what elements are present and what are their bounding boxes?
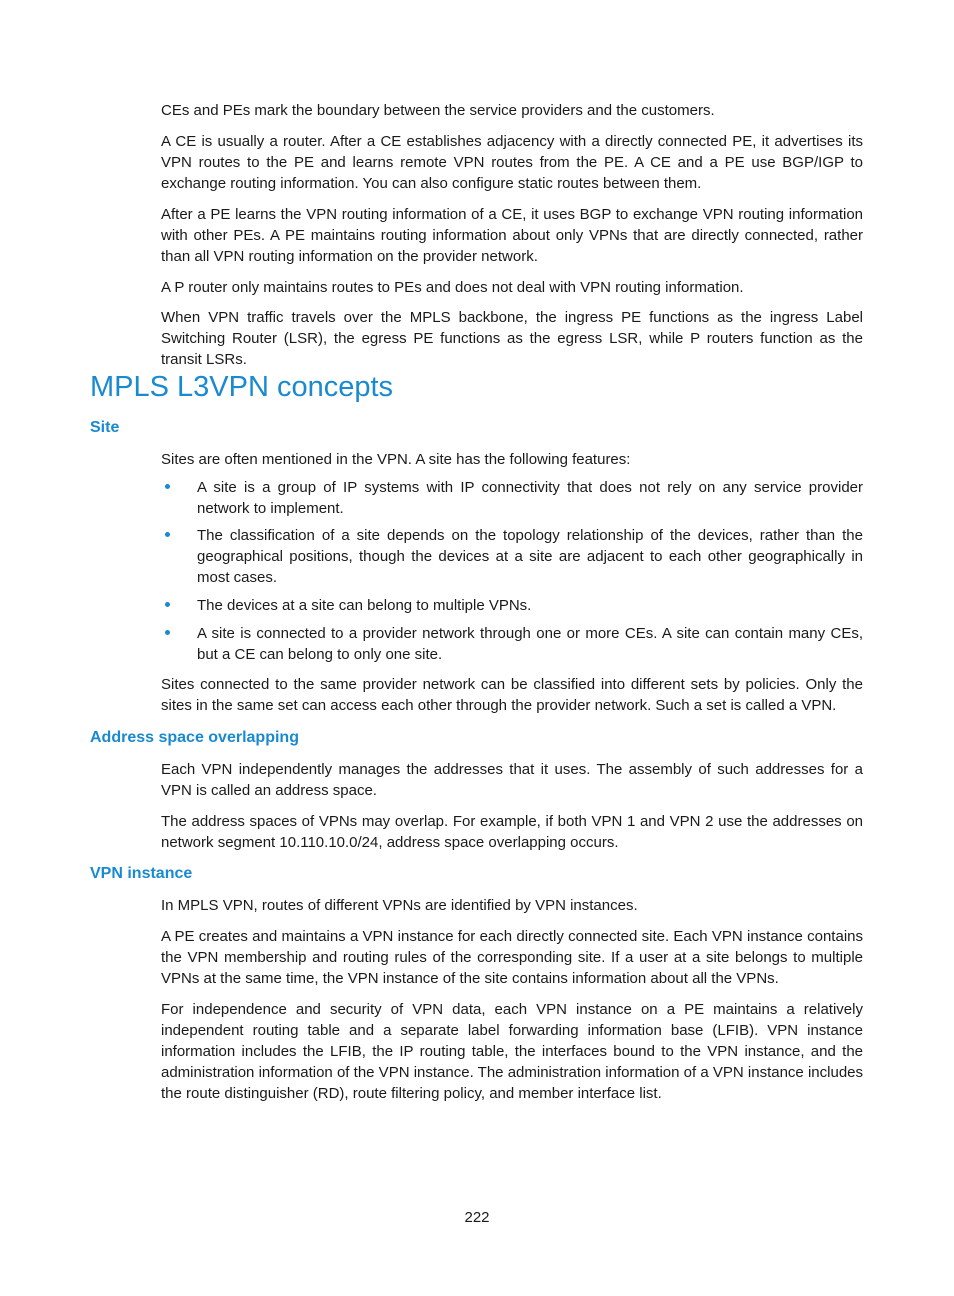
vpn-instance-heading: VPN instance bbox=[90, 865, 193, 882]
intro-paragraph-4: A P router only maintains routes to PEs and does not deal with VPN routing information. bbox=[161, 279, 744, 296]
intro-paragraph-2: A CE is usually a router. After a CE establishes adjacency with a directly connected PE, it advertises its VPN routes to the PE and learns remote VPN routes from the PE. A CE and a PE use BGP/IGP to exchange routing information. You can also configure static routes between them. bbox=[161, 133, 863, 192]
list-item-text: The devices at a site can belong to multiple VPNs. bbox=[197, 597, 532, 614]
address-space-heading: Address space overlapping bbox=[90, 729, 299, 746]
bullet-icon bbox=[165, 532, 170, 537]
address-space-paragraph-2: The address spaces of VPNs may overlap. For example, if both VPN 1 and VPN 2 use the addresses on network segment 10.110.10.0/24, address space overlapping occurs. bbox=[161, 813, 863, 851]
bullet-icon bbox=[165, 484, 170, 489]
page-number: 222 bbox=[464, 1209, 490, 1226]
bullet-icon bbox=[165, 602, 170, 607]
bullet-icon bbox=[165, 630, 170, 635]
intro-paragraph-1: CEs and PEs mark the boundary between the service providers and the customers. bbox=[161, 102, 715, 119]
section-title: MPLS L3VPN concepts bbox=[90, 371, 394, 403]
list-item-text: The classification of a site depends on the topology relationship of the devices, rather than the geographical positions, though the devices at a site are adjacent to each other geographically in most cases. bbox=[197, 527, 863, 586]
vpn-instance-paragraph-3: For independence and security of VPN data, each VPN instance on a PE maintains a relatively independent routing table and a separate label forwarding information base (LFIB). VPN instance information includes the LFIB, the IP routing table, the interfaces bound to the VPN instance, and the administration information of the VPN instance. The administration information of a VPN instance includes the route distinguisher (RD), route filtering policy, and member interface list. bbox=[161, 1001, 863, 1102]
intro-paragraph-3: After a PE learns the VPN routing information of a CE, it uses BGP to exchange VPN routing information with other PEs. A PE maintains routing information about only VPNs that are directly connected, rather than all VPN routing information on the provider network. bbox=[161, 206, 863, 265]
list-item bbox=[161, 477, 863, 519]
list-item bbox=[161, 525, 863, 588]
vpn-instance-paragraph-2: A PE creates and maintains a VPN instance for each directly connected site. Each VPN instance contains the VPN membership and routing rules of the corresponding site. If a user at a site belongs to multiple VPNs at the same time, the VPN instance of the site contains information about all the VPNs. bbox=[161, 928, 863, 987]
vpn-instance-paragraph-1: In MPLS VPN, routes of different VPNs are identified by VPN instances. bbox=[161, 897, 638, 914]
list-item-text: A site is a group of IP systems with IP connectivity that does not rely on any service provider network to implement. bbox=[197, 479, 863, 517]
address-space-paragraph-1: Each VPN independently manages the addresses that it uses. The assembly of such addresses for a VPN is called an address space. bbox=[161, 761, 863, 799]
site-outro: Sites connected to the same provider network can be classified into different sets by policies. Only the sites in the same set can access each other through the provider network. Such a set is called a VPN. bbox=[161, 676, 863, 714]
list-item bbox=[161, 595, 863, 616]
list-item bbox=[161, 623, 863, 665]
intro-paragraph-5: When VPN traffic travels over the MPLS backbone, the ingress PE functions as the ingress Label Switching Router (LSR), the egress PE functions as the egress LSR, while P routers function as the transit LSRs. bbox=[161, 309, 863, 368]
site-intro: Sites are often mentioned in the VPN. A site has the following features: bbox=[161, 451, 631, 468]
site-heading: Site bbox=[90, 419, 120, 436]
list-item-text: A site is connected to a provider network through one or more CEs. A site can contain many CEs, but a CE can belong to only one site. bbox=[197, 625, 863, 663]
